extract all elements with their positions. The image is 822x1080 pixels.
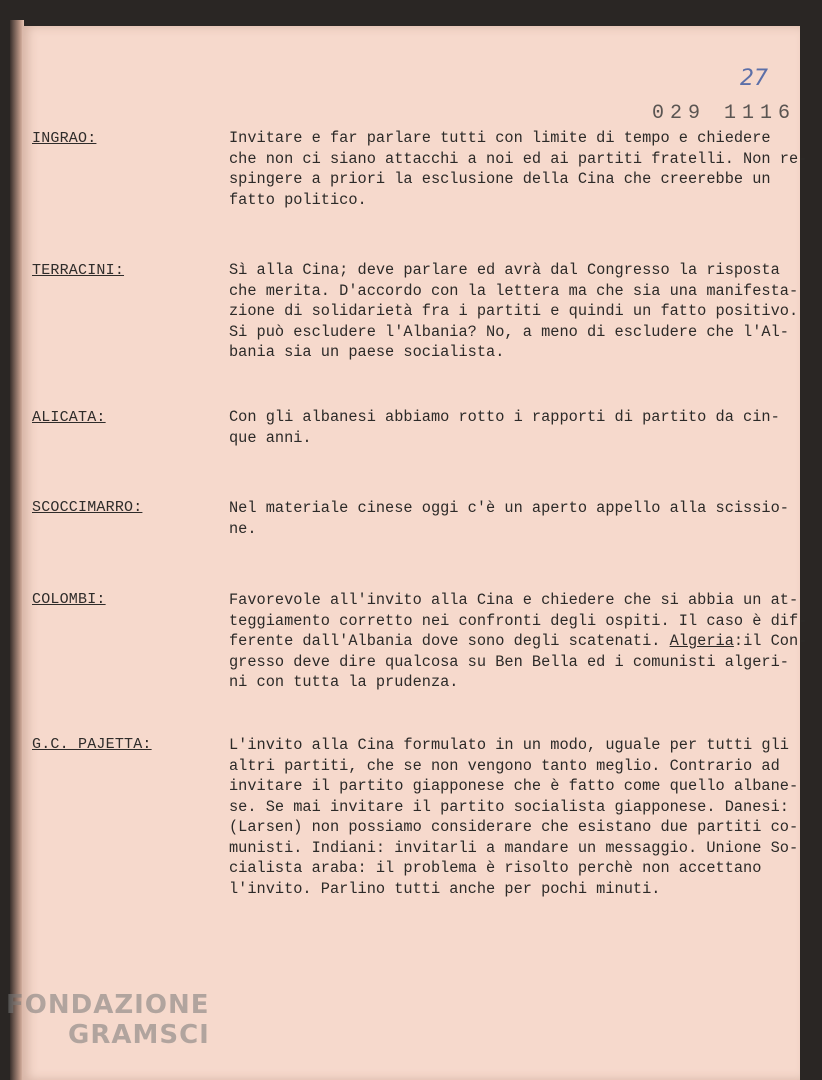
speaker-label [32, 130, 232, 147]
speaker-name: TERRACINI: [32, 262, 125, 279]
speech-text [229, 590, 809, 693]
speaker-label [32, 591, 232, 608]
speaker-label [32, 736, 232, 753]
speech-text: Sì alla Cina; deve parlare ed avrà dal Congresso la risposta che merita. D'accordo con la lettera ma che sia una manifesta- zione di solidarietà fra i partiti e quindi un fatto positivo. Si può escludere l'Albania? No, a meno di escludere che l'Al- bania sia un paese socialista. [229, 261, 799, 361]
watermark-line1: FONDAZIONE [6, 990, 210, 1020]
speaker-name: SCOCCIMARRO: [32, 499, 143, 516]
speech-text: Con gli albanesi abbiamo rotto i rapporti di partito da cin- que anni. [229, 408, 780, 447]
underlined-topic: Algeria [669, 632, 734, 650]
document-page [22, 26, 808, 1080]
speech-text-after: :il Con- gresso deve dire qualcosa su Ben Bella ed i comunisti algeri- ni con tutta la prudenza. [229, 632, 808, 691]
speaker-name: COLOMBI: [32, 591, 106, 608]
handwritten-page-number: 27 [740, 66, 768, 91]
speech-text: Invitare e far parlare tutti con limite di tempo e chiedere che non ci siano attacchi a noi ed ai partiti fratelli. Non re- spingere a priori la esclusione della Cina che creerebbe un fatto politico. [229, 129, 808, 209]
speaker-name: INGRAO: [32, 130, 97, 147]
speaker-label [32, 262, 232, 279]
speech-text-before: Favorevole all'invito alla Cina e chiedere che si abbia un at- teggiamento corretto nei confronti degli ospiti. Il caso è dif- ferente dall'Albania dove sono degli scatenati. [229, 591, 808, 650]
speech-text: Nel materiale cinese oggi c'è un aperto appello alla scissio- ne. [229, 499, 789, 538]
watermark-line2: GRAMSCI [68, 1020, 210, 1050]
speech-text: L'invito alla Cina formulato in un modo, uguale per tutti gli altri partiti, che se non vengono tanto meglio. Contrario ad invitare il partito giapponese che è fatto come quello albane- se. Se mai invitare il partito socialista giapponese. Danesi: (Larsen) non possiamo considerare che esistano due partiti co- munisti. Indiani: invitarli a mandare un messaggio. Unione So- cialista araba: il problema è risolto perchè non accettano l'invito. Parlino tutti anche per pochi minuti. [229, 736, 799, 898]
archive-stamp-number: 029 1116 [652, 102, 797, 125]
watermark-logo [6, 990, 210, 1050]
speaker-label [32, 499, 232, 516]
speaker-name: ALICATA: [32, 409, 106, 426]
speaker-name: G.C. PAJETTA: [32, 736, 152, 753]
speaker-label [32, 409, 232, 426]
